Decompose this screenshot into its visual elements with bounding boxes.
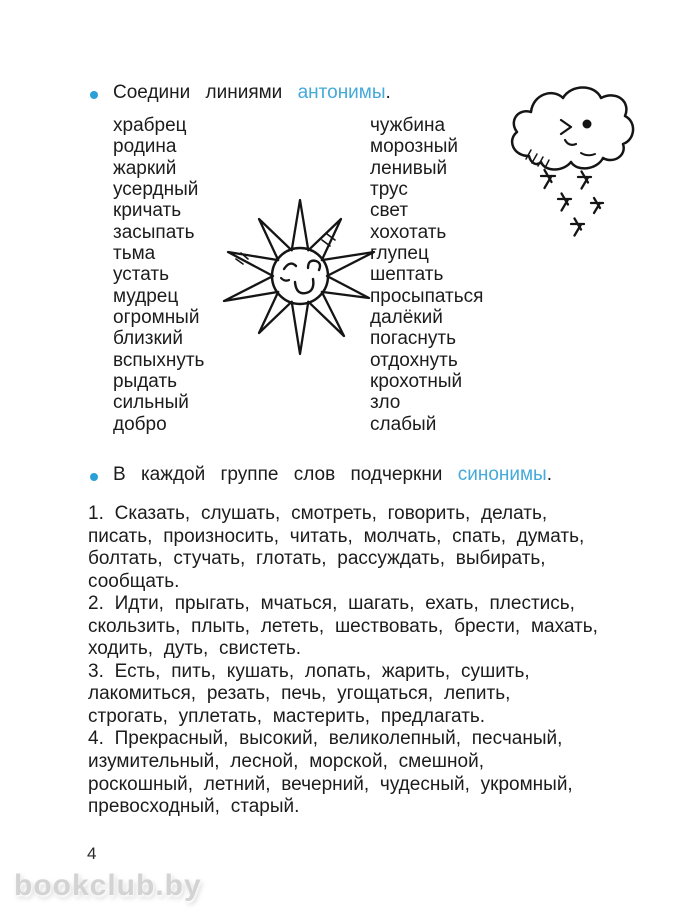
text-line: роскошный, летний, вечерний, чудесный, укромный, — [88, 773, 573, 795]
word-item: кричать — [113, 200, 182, 222]
word-item: слабый — [370, 413, 437, 435]
text-line: писать, произносить, читать, молчать, спать, думать, — [88, 525, 585, 547]
bullet-icon — [90, 473, 98, 481]
term-antonyms: антонимы — [297, 82, 386, 103]
snow-cloud-icon — [505, 82, 635, 237]
word-item: просыпаться — [370, 285, 484, 307]
word-group-4 — [88, 728, 663, 818]
text-line: 3. Есть, пить, кушать, лопать, жарить, сушить, — [88, 660, 530, 682]
text-line: болтать, стучать, глотать, рассуждать, выбирать, — [88, 548, 546, 570]
word-item: сильный — [113, 392, 189, 414]
word-item: добро — [113, 413, 167, 435]
page-number: 4 — [87, 844, 97, 863]
instruction-period: . — [546, 464, 552, 485]
word-item: вспыхнуть — [113, 349, 205, 371]
word-item: огромный — [113, 307, 200, 329]
word-item: засыпать — [113, 221, 195, 243]
snowflakes — [541, 170, 603, 236]
text-line: превосходный, старый. — [88, 796, 300, 818]
instruction-text: Соедини линиями — [113, 82, 283, 103]
text-line: лакомиться, резать, печь, угощаться, лепить, — [88, 683, 511, 705]
word-item: тьма — [113, 243, 156, 265]
word-group-3 — [88, 661, 663, 729]
word-item: свет — [370, 200, 409, 222]
word-item: трус — [370, 179, 408, 201]
word-item: хохотать — [370, 221, 447, 243]
word-item: крохотный — [370, 371, 463, 393]
antonyms-left-column — [113, 115, 204, 435]
word-item: зло — [370, 392, 401, 414]
word-group-1 — [88, 503, 663, 593]
text-line: 2. Идти, прыгать, мчаться, шагать, ехать, плестись, — [88, 593, 575, 615]
word-item: отдохнуть — [370, 349, 458, 371]
word-item: ленивый — [370, 157, 448, 179]
exercise2-instruction — [113, 464, 552, 486]
text-line: строгать, уплетать, мастерить, предлагать. — [88, 705, 486, 727]
word-item: усердный — [113, 179, 199, 201]
text-line: сообщать. — [88, 570, 180, 592]
text-line: изумительный, лесной, морской, смешной, — [88, 751, 484, 773]
synonym-groups — [88, 503, 663, 819]
word-item: погаснуть — [370, 328, 457, 350]
sun-doodle-icon — [210, 190, 390, 362]
word-item: далёкий — [370, 307, 443, 329]
text-line: скользить, плыть, лететь, шествовать, брести, махать, — [88, 615, 598, 637]
bullet-icon — [90, 91, 98, 99]
watermark: bookclub.by — [14, 869, 202, 902]
instruction-period: . — [385, 82, 391, 103]
text-line: ходить, дуть, свистеть. — [88, 638, 302, 660]
word-item: устать — [113, 264, 170, 286]
exercise1-instruction — [113, 82, 391, 104]
word-item: родина — [113, 136, 177, 158]
word-item: близкий — [113, 328, 183, 350]
word-item: мудрец — [113, 285, 179, 307]
word-item: глупец — [370, 243, 429, 265]
word-item: жаркий — [113, 157, 177, 179]
word-item: морозный — [370, 136, 459, 158]
term-synonyms: синонимы — [457, 464, 547, 485]
word-group-2 — [88, 593, 663, 661]
word-item: храбрец — [113, 115, 187, 136]
text-line: 1. Сказать, слушать, смотреть, говорить, делать, — [88, 503, 548, 524]
word-item: рыдать — [113, 371, 178, 393]
text-line: 4. Прекрасный, высокий, великолепный, песчаный, — [88, 728, 563, 750]
instruction-text: В каждой группе слов подчеркни — [113, 464, 443, 485]
word-item: чужбина — [370, 115, 446, 136]
word-item: шептать — [370, 264, 444, 286]
